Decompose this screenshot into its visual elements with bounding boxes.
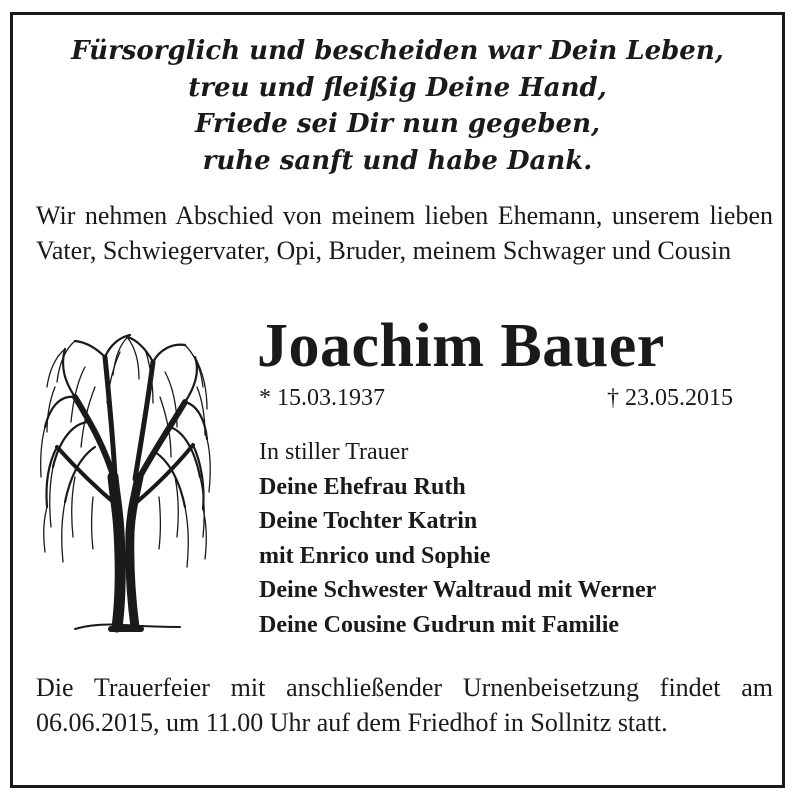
life-dates [259,383,733,413]
poem-line: Fürsorglich und bescheiden war Dein Leben, [71,36,724,66]
intro-text: Wir nehmen Abschied von meinem lieben Ehemann, unserem lieben Vater, Schwiegervater, Opi, Bruder, meinem Schwager und Cousin [36,201,773,265]
mourners-lead: In stiller Trauer [259,439,409,465]
death-date: † 23.05.2015 [607,385,733,411]
mourner-line: Deine Ehefrau Ruth [259,473,466,500]
obituary-frame [10,12,785,788]
poem-line: treu und fleißig Deine Hand, [188,72,607,103]
mourner-line: Deine Tochter Katrin [259,508,478,534]
mourner-line: Deine Schwester Waltraud mit Werner [259,577,657,603]
poem-line: ruhe sanft und habe Dank. [202,145,593,176]
poem-line: Friede sei Dir nun gegeben, [194,109,601,139]
weeping-tree-icon [35,327,213,637]
poem [13,33,782,179]
birth-date: * 15.03.1937 [259,385,385,411]
mourner-line: Deine Cousine Gudrun mit Familie [259,611,620,638]
service-info: Die Trauerfeier mit anschließender Urnenbeisetzung findet am 06.06.2015, um 11.00 Uhr auf dem Friedhof in Sollnitz statt. [36,673,773,737]
mourners-list [259,435,656,642]
deceased-name: Joachim Bauer [257,312,665,380]
mourner-line: mit Enrico und Sophie [259,542,491,569]
